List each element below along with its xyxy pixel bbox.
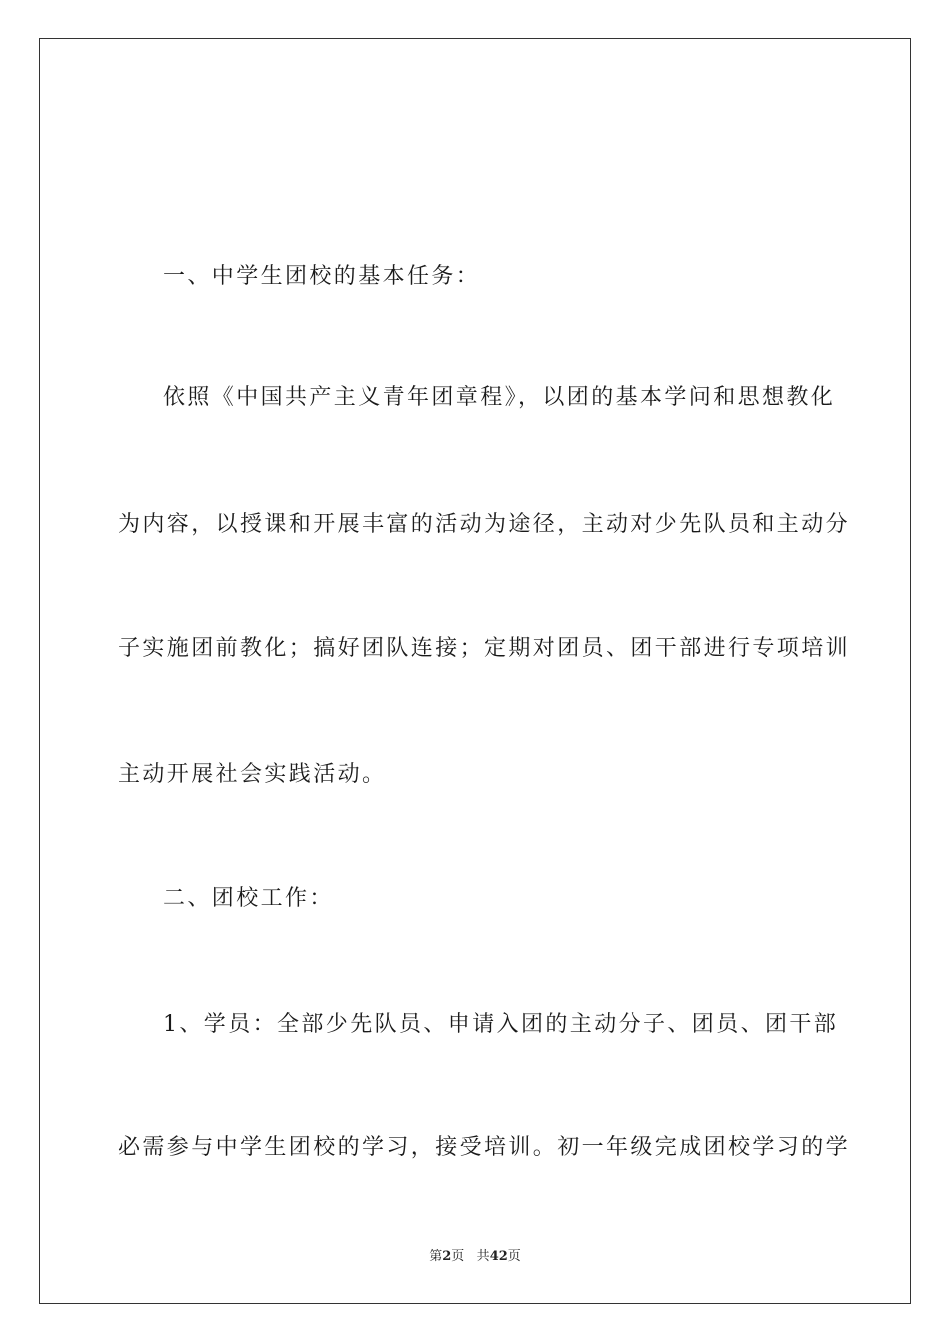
footer-page-suffix: 页 bbox=[451, 1249, 465, 1264]
footer-total-suffix: 页 bbox=[507, 1249, 521, 1264]
footer-total-prefix: 共 bbox=[476, 1249, 490, 1264]
paragraph-line: 主动开展社会实践活动。 bbox=[118, 762, 387, 787]
page-border bbox=[39, 38, 911, 1304]
footer-page-number: 2 bbox=[442, 1249, 452, 1264]
section-heading-basic-tasks: 一、中学生团校的基本任务： bbox=[163, 264, 481, 289]
footer-total-pages: 42 bbox=[489, 1249, 508, 1264]
paragraph-line: 1、学员：全部少先队员、申请入团的主动分子、团员、团干部 bbox=[163, 1012, 839, 1037]
footer-page-prefix: 第 bbox=[429, 1249, 443, 1264]
paragraph-line: 依照《中国共产主义青年团章程》，以团的基本学问和思想教化 bbox=[163, 385, 836, 410]
paragraph-line: 子实施团前教化；搞好团队连接；定期对团员、团干部进行专项培训 bbox=[118, 636, 851, 661]
page-footer bbox=[0, 1248, 950, 1266]
section-heading-work: 二、团校工作： bbox=[163, 886, 334, 911]
paragraph-line: 必需参与中学生团校的学习，接受培训。初一年级完成团校学习的学 bbox=[118, 1135, 851, 1160]
paragraph-line: 为内容，以授课和开展丰富的活动为途径，主动对少先队员和主动分 bbox=[118, 512, 851, 537]
